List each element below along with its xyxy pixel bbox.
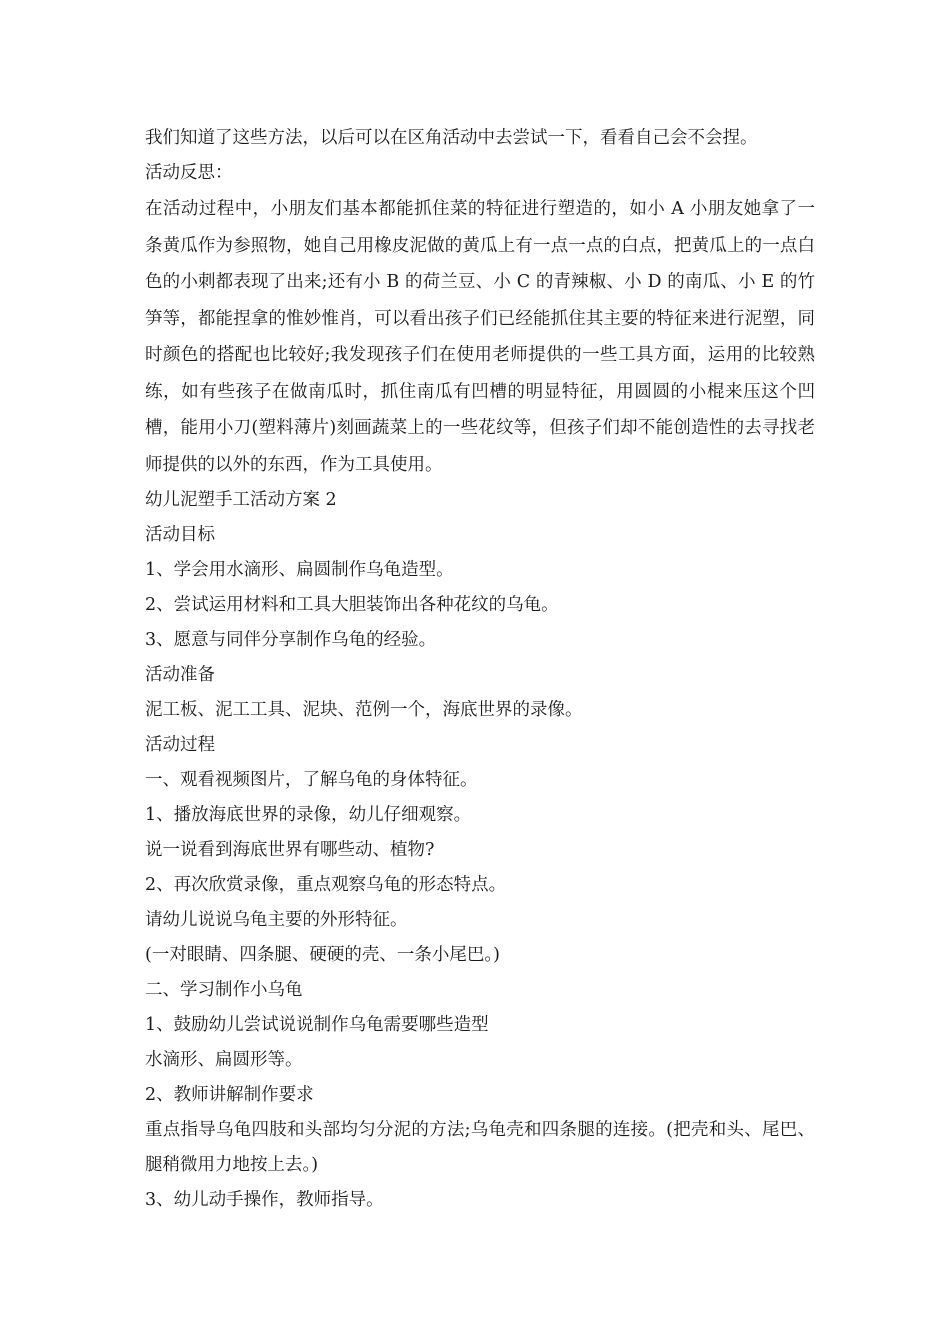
preparation-text: 泥工板、泥工工具、泥块、范例一个，海底世界的录像。 (145, 700, 583, 720)
goal-item: 3、愿意与同伴分享制作乌龟的经验。 (145, 630, 437, 650)
process-step: 重点指导乌龟四肢和头部均匀分泥的方法;乌龟壳和四条腿的连接。(把壳和头、尾巴、腿稍微用力地按上去。) (145, 1120, 815, 1175)
process-step: 一、观看视频图片，了解乌龟的身体特征。 (145, 770, 478, 790)
process-step: 2、教师讲解制作要求 (145, 1085, 314, 1105)
section-heading-preparation: 活动准备 (145, 665, 215, 685)
process-step: 说一说看到海底世界有哪些动、植物? (145, 840, 435, 860)
process-step: 1、播放海底世界的录像，幼儿仔细观察。 (145, 805, 472, 825)
process-step: 2、再次欣赏录像，重点观察乌龟的形态特点。 (145, 875, 507, 895)
process-step: (一对眼睛、四条腿、硬硬的壳、一条小尾巴。) (145, 945, 500, 965)
paragraph: 我们知道了这些方法，以后可以在区角活动中去尝试一下，看看自己会不会捏。 (145, 128, 758, 148)
process-step: 3、幼儿动手操作，教师指导。 (145, 1190, 384, 1210)
process-step: 水滴形、扁圆形等。 (145, 1050, 303, 1070)
goal-item: 2、尝试运用材料和工具大胆装饰出各种花纹的乌龟。 (145, 595, 559, 615)
goal-item: 1、学会用水滴形、扁圆制作乌龟造型。 (145, 560, 454, 580)
reflection-paragraph: 在活动过程中，小朋友们基本都能抓住菜的特征进行塑造的，如小 A 小朋友她拿了一条黄瓜作为参照物，她自己用橡皮泥做的黄瓜上有一点一点的白点，把黄瓜上的一点白色的小刺都表现了出来;还有小 B 的荷兰豆、小 C 的青辣椒、小 D 的南瓜、小 E 的竹笋等，都能捏拿的惟妙惟肖，可以看出孩子们已经能抓住其主要的特征来进行泥塑，同时颜色的搭配也比较好;我发现孩子们在使用老师提供的一些工具方面，运用的比较熟练，如有些孩子在做南瓜时，抓住南瓜有凹槽的明显特征，用圆圆的小棍来压这个凹槽，能用小刀(塑料薄片)刻画蔬菜上的一些花纹等，但孩子们却不能创造性的去寻找老师提供的以外的东西，作为工具使用。 (145, 199, 815, 475)
section-heading-process: 活动过程 (145, 735, 215, 755)
process-step: 二、学习制作小乌龟 (145, 980, 303, 1000)
section-heading-reflection: 活动反思： (145, 163, 233, 183)
document-body (145, 121, 815, 1218)
process-step: 请幼儿说说乌龟主要的外形特征。 (145, 910, 408, 930)
document-title-plan-2: 幼儿泥塑手工活动方案 2 (145, 490, 337, 510)
section-heading-goals: 活动目标 (145, 525, 215, 545)
process-step: 1、鼓励幼儿尝试说说制作乌龟需要哪些造型 (145, 1015, 489, 1035)
